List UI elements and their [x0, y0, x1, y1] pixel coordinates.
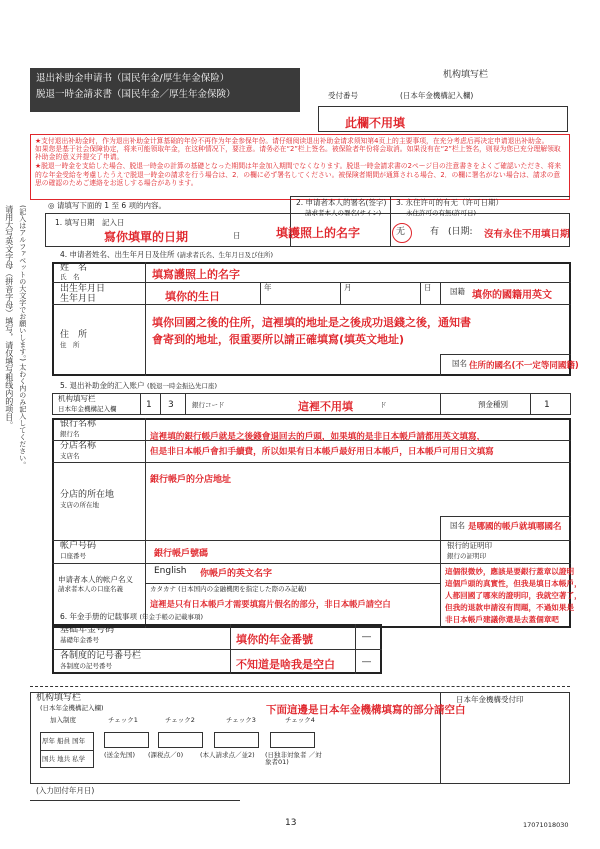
name-label-jp: 氏 名 [60, 273, 80, 281]
addr-annotation-2: 會寄到的地址，很重要所以請正確填寫(填英文地址) [152, 333, 405, 346]
addr-country-annotation: 住所的國名(不一定等同國籍) [469, 361, 579, 371]
other-no-dash: ― [362, 657, 371, 667]
bank-annotation-1: 這裡填的銀行帳戶就是之後錢會退回去的戶頭，如果填的是非日本帳戶請都用英文填寫， [150, 432, 486, 442]
basic-no-annotation: 填你的年金番號 [236, 633, 313, 646]
check4-box [270, 732, 315, 748]
receipt-stamp-label: 日本年金機構受付印 [456, 695, 524, 704]
instruction-text: ◎ 请填写下面的 1 至 6 项的内容。 [48, 201, 167, 210]
bank-code-label: 銀行コード [192, 401, 225, 409]
other-no-label-jp: 各制度の記号番号 [60, 662, 112, 670]
addr-country-label: 国名 [452, 359, 467, 368]
check3-sub: (本人請求点／並2) [200, 751, 255, 759]
name-annotation: 填寫護照上的名字 [152, 268, 240, 281]
pr-annotation: 沒有永住不用填日期 [484, 229, 570, 240]
nation-label: 国籍 [450, 287, 465, 296]
addr-label-cn: 住 所 [60, 330, 88, 340]
sec6-label: 6. 年金手册的记载事项 (年金手帳の記載事項) [60, 612, 204, 621]
join-types-2: 国共 地共 私学 [42, 755, 86, 763]
check1-label: チェック1 [108, 716, 138, 724]
check1-sub: (送金先国) [104, 751, 136, 759]
agency-title: 机构填写栏 [443, 70, 489, 80]
separator [30, 686, 570, 687]
receipt-annotation: 此欄不用填 [345, 116, 406, 130]
bottom-title: 机构填写栏 [36, 693, 82, 703]
join-types-1: 厚年 船員 国年 [42, 737, 86, 745]
check1-box [104, 732, 149, 748]
holder-label-jp: 請求者本人の口座名義 [58, 585, 123, 593]
check2-box [158, 732, 203, 748]
birth-annotation: 填你的生日 [165, 290, 220, 303]
sec4-label: 4. 申请者姓名、出生年月日及住所 (請求者氏名、生年月日及び住所) [60, 250, 274, 259]
english-annotation: 你帳戶的英文名字 [200, 569, 273, 579]
check3-label: チェック3 [226, 716, 256, 724]
notes-box [30, 134, 570, 200]
check3-box [214, 732, 259, 748]
side-note-vertical: 请用大写英文字母（拼音字母）填写，请仅填写粗线内的项目。 [4, 205, 14, 429]
other-no-label-cn: 各制度的记号番号栏 [60, 651, 142, 661]
branch-code-label: ド [380, 401, 387, 409]
english-label: English [154, 566, 187, 576]
bank-name-label-jp: 銀行名 [60, 430, 80, 438]
account-no-label-cn: 帐户号码 [60, 541, 97, 551]
kana-annotation: 這裡是只有日本帳戶才需要填寫片假名的部分，非日本帳戶請空白 [150, 599, 391, 609]
account-no-label-jp: 口座番号 [60, 552, 86, 560]
birth-label-cn: 出生年月日 [60, 284, 106, 294]
branch-name-label-jp: 支店名 [60, 452, 80, 460]
form-title-cn: 退出补助金申请书（国民年金/厚生年金保险） [36, 73, 230, 84]
bottom-subtitle: (日本年金機構記入欄) [40, 704, 104, 712]
input-date-label: (入力回付年月日) [36, 786, 95, 795]
code-annotation: 這裡不用填 [298, 400, 353, 413]
proof-label-cn: 银行的证明印 [447, 541, 492, 550]
branch-addr-annotation: 銀行帳戶的分店地址 [150, 475, 232, 485]
deposit-type-value: 1 [544, 400, 550, 410]
proof-label-jp: 銀行の証明印 [447, 552, 486, 560]
join-label: 加入制度 [50, 716, 76, 724]
pr-sublabel: 永住許可の有無(許可日) [406, 209, 477, 217]
other-no-annotation: 不知道是啥我是空白 [236, 658, 335, 671]
pr-label: 3. 永住许可的有无（许可日期） [396, 198, 504, 207]
sec5-label: 5. 退出补助金的汇入账户 (脱退一時金振込先口座) [60, 381, 218, 390]
nation-annotation: 填你的國籍用英文 [472, 290, 552, 301]
pr-yes: 有 (日期: [430, 227, 473, 237]
pr-none: 无 [396, 227, 406, 237]
basic-no-label-jp: 基礎年金番号 [60, 636, 99, 644]
signature-label: 2. 申请者本人的署名(签字) [296, 198, 387, 207]
receipt-number-label: 受付番号 [328, 91, 358, 100]
bottom-annotation: 下面這邊是日本年金機構填寫的部分請空白 [266, 704, 466, 716]
birth-day: 日 [424, 283, 432, 292]
note-2: ★脱退一時金を支給した場合、脱退一時金の計算の基礎となった期間は年金加入期間でなくなります。脱退一時金請求書の2ページ目の注意書きをよくご確認いただき、将来的な年金受給を考慮したうえで脱退一時金の請求を行う場合は、2．の欄に必ず署名してください。被保険者期間が通算される場合、2．の欄に署名がない場合は、請求の意思の確認のためご連絡をお返しする場合があります。 [35, 162, 562, 187]
birth-year: 年 [264, 283, 272, 292]
name-label-cn: 姓 名 [60, 263, 88, 273]
page-number: 13 [285, 818, 297, 828]
kana-label: カタカナ (日本国内の金融機関を指定した際のみ記載) [150, 585, 307, 593]
proof-annotation: 這個很微妙，應該是要銀行蓋章以證明 這個戶頭的真實性，但我是填日本帳戶， 人都回國了哪來的證明印，我就空著了， 但我的退款申請沒有問題，不過如果是 非日本帳戶建議你還是去蓋個章吧 [445, 567, 582, 624]
bank-annotation-2: 但是非日本帳戶會扣手續費，所以如果有日本帳戶最好用日本帳戶，日本帳戶可用日文填寫 [150, 447, 494, 457]
branch-name-label-cn: 分店名称 [60, 441, 97, 451]
note-1b: 如果您是基于社会保障协定，将来可能领取年金，在这种情况下，要注意。请务必在“2”栏上签名。被保险者年份将会取消。如果没有在“2”栏上签名，则视为您已充分理解领取补助金的意义并提交了申请。 [35, 145, 561, 162]
code-digit-1: 1 [146, 400, 152, 410]
addr-annotation-1: 填你回國之後的住所，這裡填的地址是之後成功退錢之後，通知書 [152, 316, 471, 329]
addr-label-jp: 住 所 [60, 341, 80, 349]
bank-name-label-cn: 银行名称 [60, 419, 97, 429]
agency-subtitle: (日本年金機構記入欄) [400, 91, 474, 100]
form-code: 17071018030 [523, 821, 569, 829]
sec5-code-sublabel: 日本年金機構記入欄 [58, 405, 117, 413]
check4-sub: (日独非対象者 ／対象者01) [265, 751, 322, 767]
check2-sub: (課税点／0) [148, 751, 184, 759]
sec5-code-label: 机构填写栏 [58, 394, 96, 403]
branch-addr-label-jp: 支店の所在地 [60, 501, 99, 509]
date-annotation: 寫你填單的日期 [104, 230, 189, 244]
signature-sublabel: 請求者本人の署名(サイン) [305, 209, 382, 217]
birth-month: 月 [344, 283, 352, 292]
check4-label: チェック4 [285, 716, 315, 724]
birth-label-jp: 生年月日 [60, 294, 97, 304]
date-label: 1. 填写日期 記入日 [55, 218, 125, 227]
branch-addr-label-cn: 分店的所在地 [60, 490, 115, 500]
form-title-block [30, 68, 300, 112]
account-country-label: 国名 [450, 521, 465, 530]
basic-no-label-cn: 基础年金号码 [60, 625, 115, 635]
side-note-vertical-jp: (記入はアルファベットの大文字でお願いします。) 太わく内のみ記入してください。 [18, 205, 27, 469]
date-unit: 日 [233, 231, 241, 240]
form-title-jp: 脱退一時金請求書（国民年金／厚生年金保険） [36, 89, 236, 100]
deposit-type-label: 預金種別 [478, 400, 508, 409]
signature-annotation: 填護照上的名字 [276, 226, 361, 240]
check2-label: チェック2 [165, 716, 195, 724]
holder-label-cn: 申请者本人的帐户名义 [58, 575, 133, 584]
account-no-annotation: 銀行帳戶號碼 [154, 549, 209, 559]
basic-no-dash: ― [362, 632, 371, 642]
code-digit-2: 3 [168, 400, 174, 410]
note-1: ★支付退出补助金时，作为退出补助金计算基础的年份不再作为年金参保年份。请仔细阅读退出补助金请求须知第4页上的主要事项，在充分考虑后再决定申请退出补助金。 [35, 137, 549, 145]
account-country-annotation: 是哪國的帳戶就填哪國名 [468, 522, 562, 532]
